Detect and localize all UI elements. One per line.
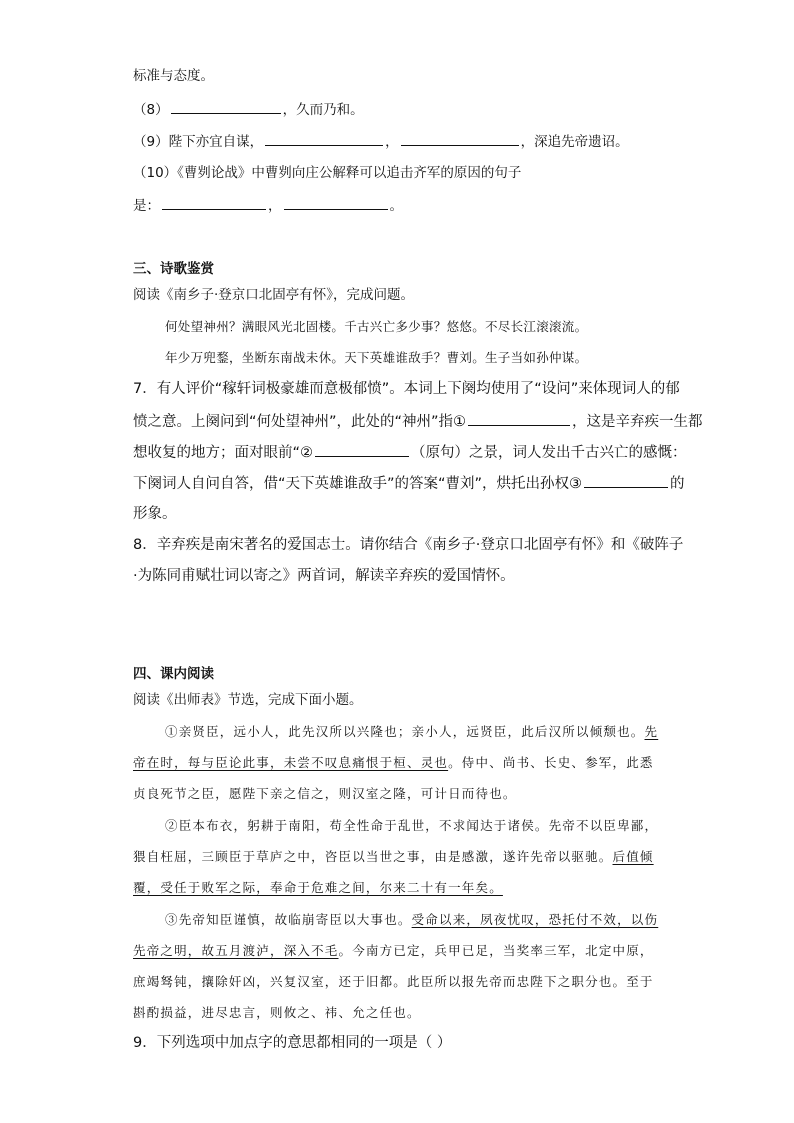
passage-3-line-1: [165, 910, 658, 930]
poetry-intro: 阅读《南乡子·登京口北固亭有怀》，完成问题。: [133, 287, 415, 303]
q7-text: 想收复的地方；面对眼前“②: [133, 445, 314, 461]
question-7-line-1: 7．有人评价“稼轩词极豪雄而意极郁愤”。本词上下阕均使用了“设问”来体现词人的郁: [133, 381, 680, 397]
passage-text: 。侍中、尚书、长史、参军，此悉: [448, 755, 654, 770]
question-8-line-1: 8．辛弃疾是南宋著名的爱国志士。请你结合《南乡子·登京口北固亭有怀》和《破阵子: [133, 537, 684, 553]
passage-text: 猥自枉屈，三顾臣于草庐之中，咨臣以当世之事，由是感激，遂许先帝以驱驰。: [133, 849, 613, 864]
fill-line-9: [133, 131, 629, 152]
passage-text: 。今南方已定，兵甲已足，当奖率三军，北定中原，: [338, 943, 654, 958]
q9-rest: ，深追先帝遗诏。: [520, 134, 629, 150]
passage-2-line-2: [133, 847, 654, 867]
underlined-text: 先: [644, 724, 659, 739]
section-title-poetry: 三、诗歌鉴赏: [133, 261, 214, 277]
passage-1-line-2: [133, 753, 654, 773]
q10-sep: ，: [268, 198, 282, 214]
passage-text: ①亲贤臣，远小人，此先汉所以兴隆也；亲小人，远贤臣，此后汉所以倾颓也。: [165, 724, 645, 739]
section-title-reading: 四、课内阅读: [133, 666, 214, 682]
question-7-line-4: [133, 473, 685, 494]
question-8-line-2: ·为陈同甫赋壮词以寄之》两首词，解读辛弃疾的爱国情怀。: [133, 568, 515, 584]
reading-intro: 阅读《出师表》节选，完成下面小题。: [133, 692, 363, 708]
q7-text: 下阕词人自问自答，借“天下英雄谁敌手”的答案“曹刘”，烘托出孙权③: [133, 476, 583, 492]
passage-1-line-1: [165, 722, 658, 742]
answer-blank[interactable]: [584, 473, 668, 488]
underlined-text: 覆，受任于败军之际，奉命于危难之间，尔来二十有一年矣。: [133, 880, 503, 895]
q10-is: 是：: [133, 198, 160, 214]
q7-text: （原句）之景，词人发出千古兴亡的感慨：: [411, 445, 687, 461]
question-7-line-2: [133, 411, 703, 432]
answer-blank[interactable]: [284, 195, 388, 210]
fill-line-8: [133, 99, 364, 120]
text-standard: 标准与态度。: [133, 68, 214, 84]
q7-text: 愤之意。上阕问到“何处望神州”，此处的“神州”指①: [133, 414, 467, 430]
passage-3-line-4: 斟酌损益，进尽忠言，则攸之、祎、允之任也。: [133, 1005, 421, 1020]
q7-text: ，这是辛弃疾一生都: [572, 414, 703, 430]
passage-3-line-2: [133, 941, 654, 961]
q9-sep: ，: [385, 134, 399, 150]
question-7-line-3: [133, 442, 687, 463]
fill-line-10b: [133, 195, 403, 216]
answer-blank[interactable]: [315, 442, 409, 457]
fill-line-0: [133, 66, 214, 86]
question-9: 9．下列选项中加点字的意思都相同的一项是（ ）: [133, 1035, 452, 1051]
passage-text: ③先帝知臣谨慎，故临崩寄臣以大事也。: [165, 912, 412, 927]
q9-label: （9）陛下亦宜自谋，: [133, 134, 264, 150]
q8-label: （8）: [133, 102, 169, 118]
passage-2-line-3: [133, 878, 503, 898]
underlined-text: 帝在时，每与臣论此事，未尝不叹息痛恨于桓、灵也: [133, 755, 449, 770]
q10-text: （10）《曹刿论战》中曹刿向庄公解释可以追击齐军的原因的句子: [133, 165, 522, 181]
q7-text: 的: [670, 476, 685, 492]
underlined-text: 受命以来，夙夜忧叹，恐托付不效，以伤: [411, 912, 659, 927]
question-7-line-5: 形象。: [133, 506, 177, 522]
poem-line-2: 年少万兜鍪，坐断东南战未休。天下英雄谁敌手？曹刘。生子当如孙仲谋。: [165, 350, 588, 365]
underlined-text: 先帝之明，故五月渡泸，深入不毛: [133, 943, 339, 958]
q8-rest: ，久而乃和。: [282, 102, 364, 118]
q10-end: 。: [389, 198, 403, 214]
fill-line-10: [133, 163, 521, 183]
answer-blank[interactable]: [468, 411, 570, 426]
passage-2-line-1: ②臣本布衣，躬耕于南阳，苟全性命于乱世，不求闻达于诸侯。先帝不以臣卑鄙，: [165, 818, 659, 833]
answer-blank[interactable]: [171, 99, 281, 114]
answer-blank[interactable]: [265, 131, 383, 146]
passage-3-line-3: 庶竭驽钝，攘除奸凶，兴复汉室，还于旧都。此臣所以报先帝而忠陛下之职分也。至于: [133, 974, 654, 989]
answer-blank[interactable]: [162, 195, 266, 210]
answer-blank[interactable]: [401, 131, 519, 146]
underlined-text: 后值倾: [612, 849, 654, 864]
poem-line-1: 何处望神州？满眼风光北固楼。千古兴亡多少事？悠悠。不尽长江滚滚流。: [165, 319, 588, 334]
passage-1-line-3: 贞良死节之臣，愿陛下亲之信之，则汉室之隆，可计日而待也。: [133, 786, 517, 801]
